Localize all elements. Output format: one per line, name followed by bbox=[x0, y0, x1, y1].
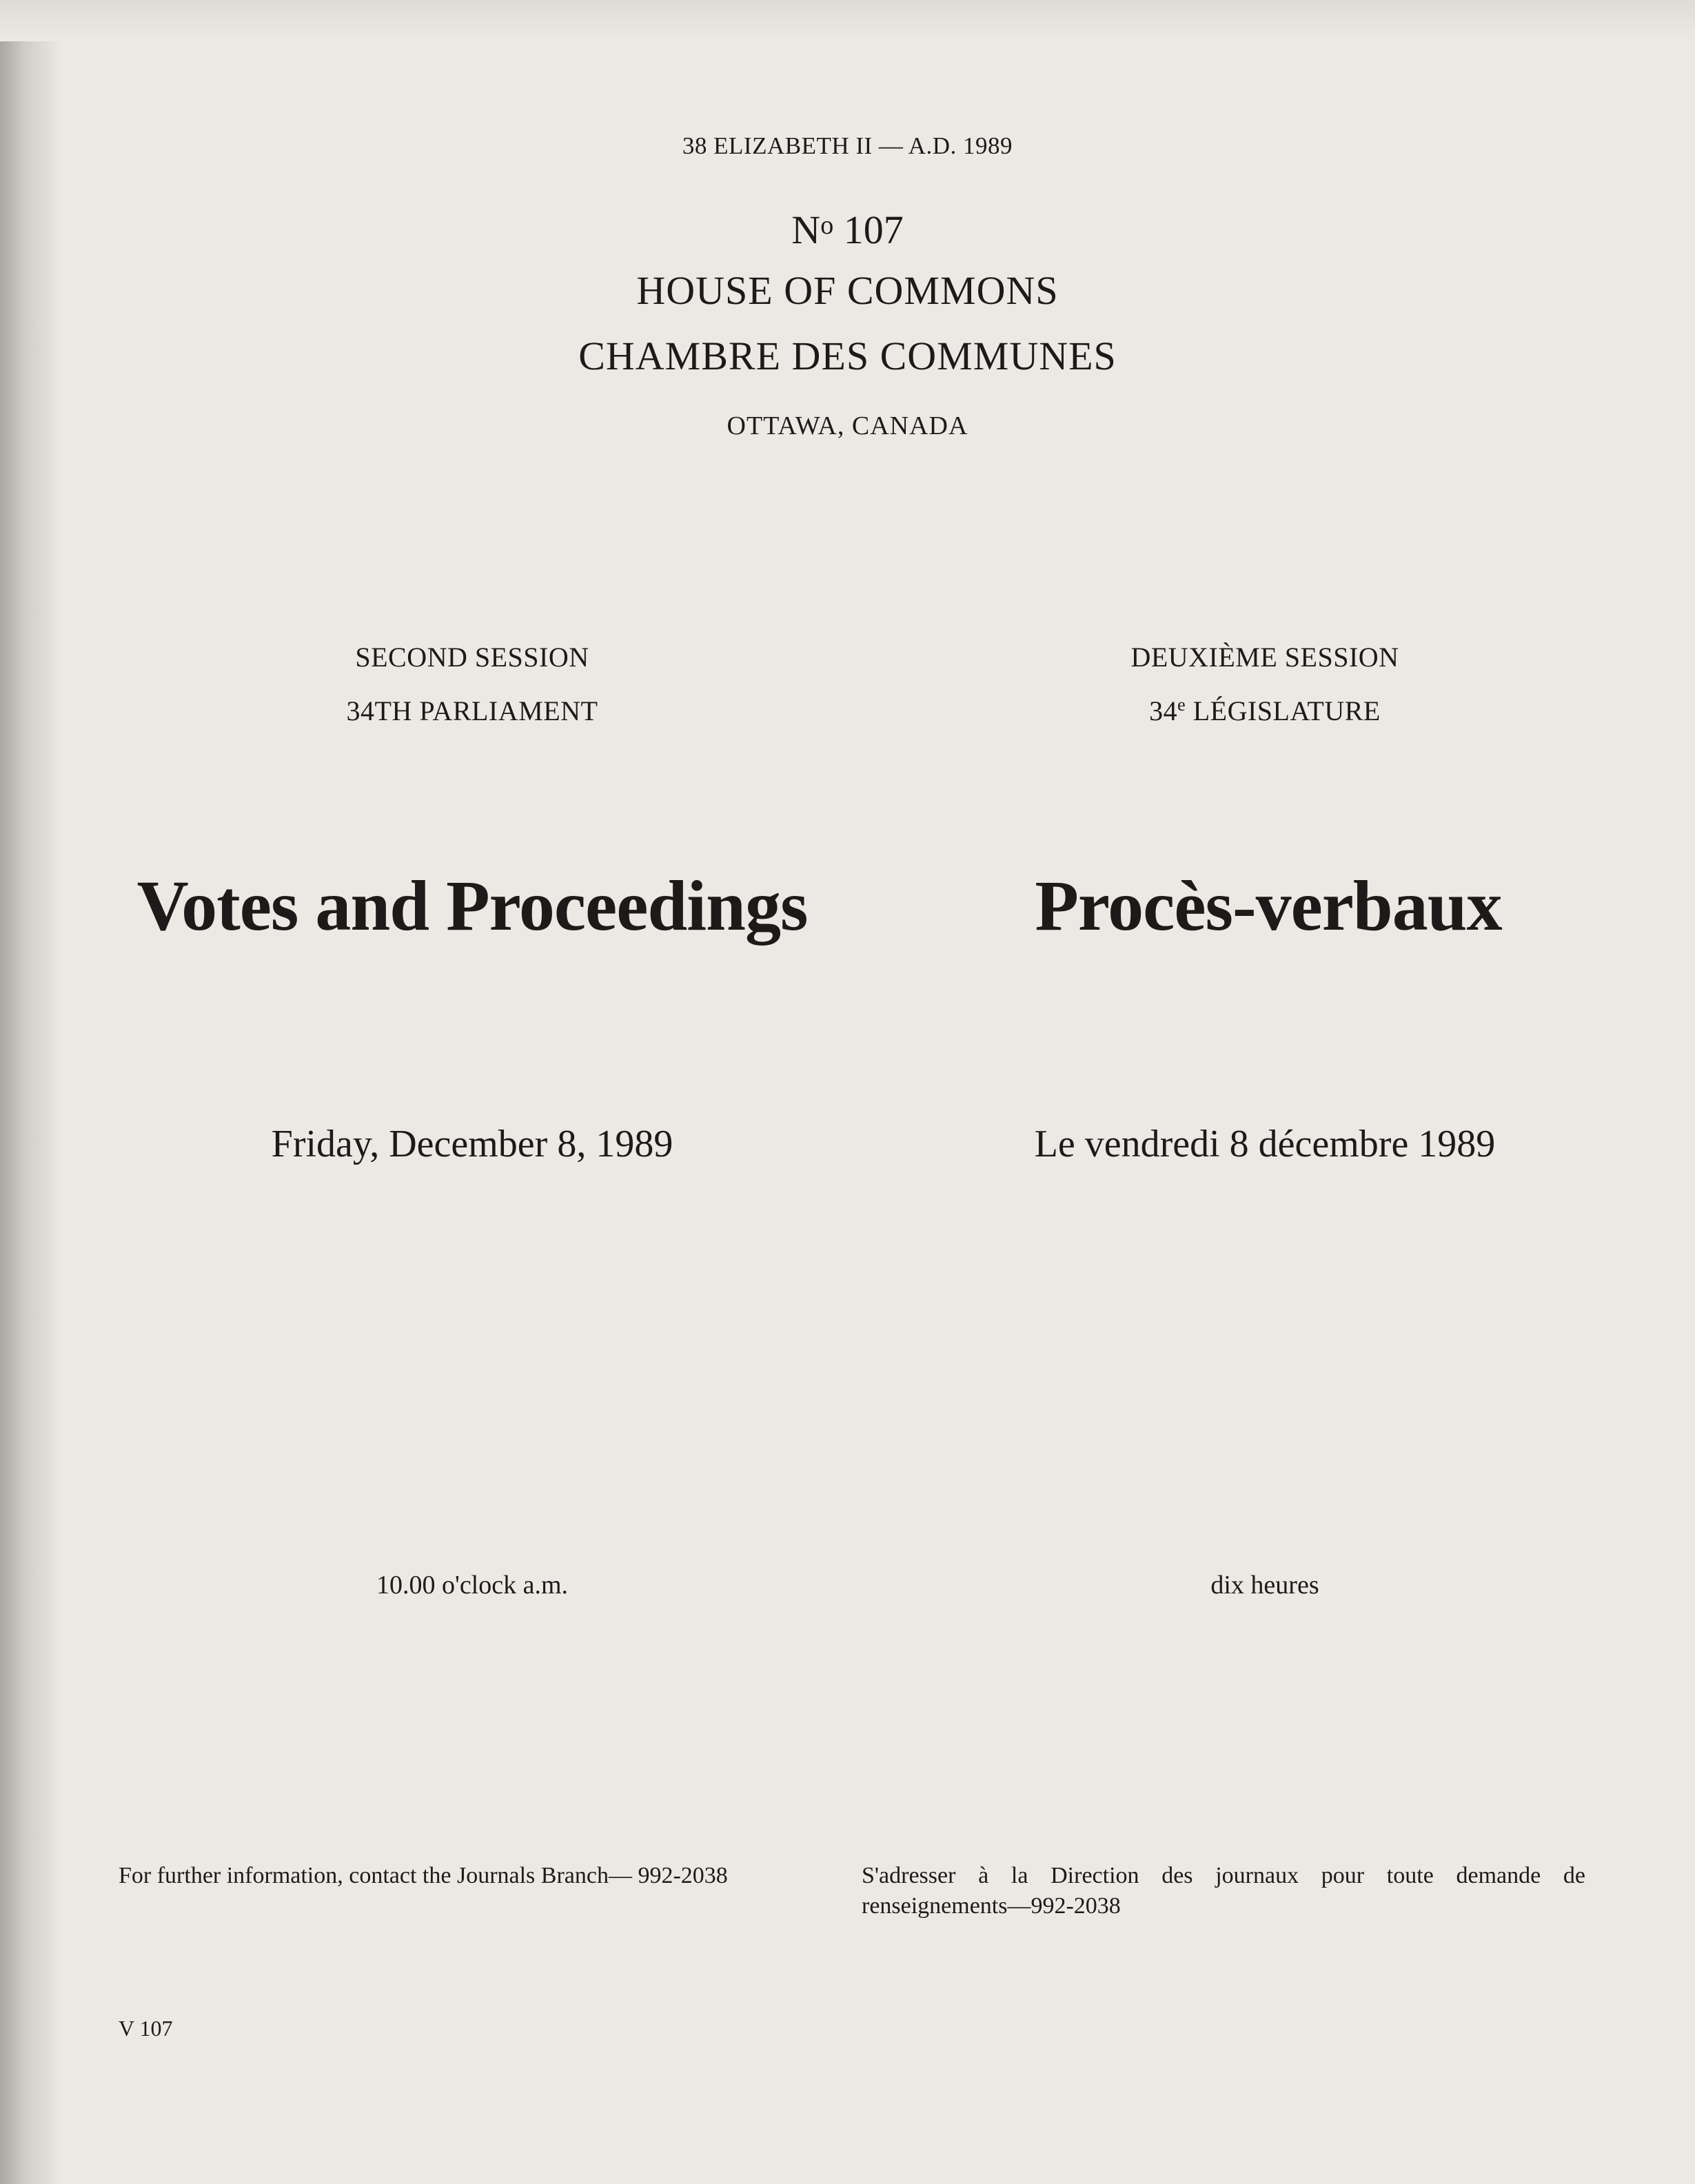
date-french: Le vendredi 8 décembre 1989 bbox=[1034, 1123, 1496, 1165]
page-top-shadow bbox=[0, 0, 1695, 41]
sitting-time-french: dix heures bbox=[1210, 1571, 1319, 1600]
house-name-french: CHAMBRE DES COMMUNES bbox=[578, 334, 1117, 378]
contact-french: S'adresser à la Direction des journaux pour toute demande de renseignements—992-2038 bbox=[862, 1863, 1585, 1919]
parliament-english: 34TH PARLIAMENT bbox=[346, 695, 598, 726]
date-english: Friday, December 8, 1989 bbox=[271, 1123, 673, 1165]
sitting-time-english: 10.00 o'clock a.m. bbox=[376, 1571, 569, 1600]
regnal-year: 38 ELIZABETH II — A.D. 1989 bbox=[682, 132, 1013, 159]
title-french: Procès-verbaux bbox=[1035, 866, 1502, 946]
issue-prefix-superscript: o bbox=[820, 211, 834, 240]
title-english: Votes and Proceedings bbox=[136, 866, 808, 946]
contact-english: For further information, contact the Journals Branch— 992-2038 bbox=[119, 1863, 728, 1888]
parliament-french-number: 34 bbox=[1149, 695, 1178, 726]
parliament-french-superscript: e bbox=[1177, 695, 1186, 715]
location: OTTAWA, CANADA bbox=[727, 411, 968, 440]
session-english: SECOND SESSION bbox=[355, 642, 589, 673]
parliament-french-label: LÉGISLATURE bbox=[1186, 695, 1381, 726]
page-folio: V 107 bbox=[119, 2016, 173, 2041]
issue-prefix: N bbox=[791, 207, 821, 252]
session-french: DEUXIÈME SESSION bbox=[1130, 642, 1399, 673]
house-name-english: HOUSE OF COMMONS bbox=[636, 268, 1059, 313]
parliament-french bbox=[875, 695, 1654, 727]
issue-number-value: 107 bbox=[833, 207, 904, 252]
issue-number bbox=[0, 207, 1695, 253]
page-binding-shadow bbox=[0, 0, 62, 2184]
